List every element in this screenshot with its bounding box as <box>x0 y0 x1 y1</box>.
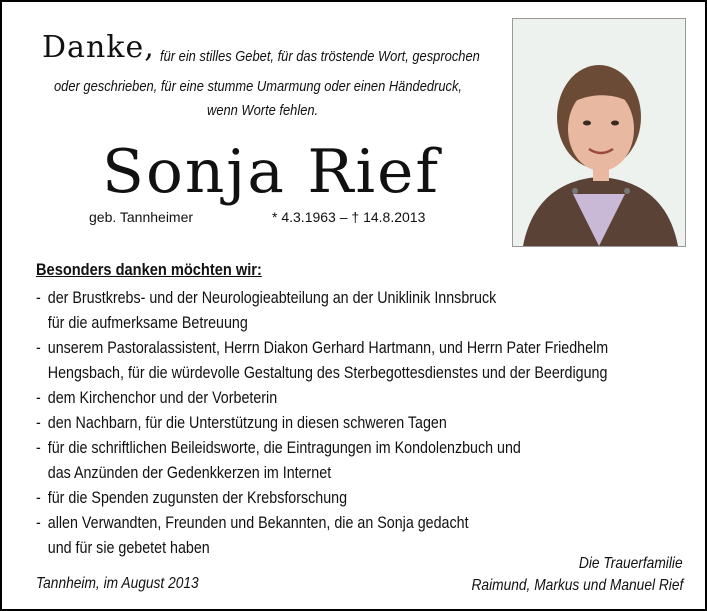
list-text: für die schriftlichen Beileidsworte, die Eintragungen im Kondolenzbuch und <box>47 438 521 457</box>
deceased-name: Sonja Rief <box>102 137 441 207</box>
list-text: das Anzünden der Gedenkkerzen im Internet <box>47 463 332 482</box>
list-dash: - <box>36 513 41 532</box>
list-dash: - <box>36 488 41 507</box>
list-text: unserem Pastoralassistent, Herrn Diakon Gerhard Hartmann, und Herrn Pater Friedhelm <box>47 338 609 357</box>
portrait-photo <box>512 18 686 247</box>
family-title: Die Trauerfamilie <box>579 555 683 572</box>
portrait-illustration <box>513 19 685 246</box>
thanks-heading: Besonders danken möchten wir: <box>36 260 262 279</box>
list-dash: - <box>36 413 41 432</box>
intro-line-1: für ein stilles Gebet, für das tröstende Wort, gesprochen <box>160 48 480 65</box>
thanks-word: Danke, <box>42 30 155 65</box>
list-item <box>36 338 608 358</box>
list-item <box>36 538 210 558</box>
family-names: Raimund, Markus und Manuel Rief <box>471 577 683 594</box>
list-text: der Brustkrebs- und der Neurologieabteilung an der Uniklinik Innsbruck <box>47 288 497 307</box>
intro-line-3: wenn Worte fehlen. <box>207 102 319 119</box>
list-item <box>36 438 521 458</box>
list-item <box>36 363 607 383</box>
list-text: Hengsbach, für die würdevolle Gestaltung des Sterbegottesdienstes und der Beerdigung <box>47 363 608 382</box>
list-text: für die Spenden zugunsten der Krebsforschung <box>47 488 348 507</box>
list-item <box>36 463 331 483</box>
intro-line-2: oder geschrieben, für eine stumme Umarmung oder einen Händedruck, <box>54 78 463 95</box>
list-item <box>36 313 248 333</box>
list-text: für die aufmerksame Betreuung <box>47 313 248 332</box>
list-item <box>36 288 496 308</box>
place-date: Tannheim, im August 2013 <box>36 575 199 592</box>
list-dash: - <box>36 288 41 307</box>
list-item <box>36 488 347 508</box>
list-text: allen Verwandten, Freunden und Bekannten, die an Sonja gedacht <box>47 513 469 532</box>
list-dash: - <box>36 338 41 357</box>
list-item <box>36 388 277 408</box>
list-dash: - <box>36 438 41 457</box>
list-text: den Nachbarn, für die Unterstützung in diesen schweren Tagen <box>47 413 447 432</box>
list-item <box>36 513 469 533</box>
list-text: und für sie gebetet haben <box>47 538 210 557</box>
list-item <box>36 413 447 433</box>
life-dates: * 4.3.1963 – † 14.8.2013 <box>272 209 426 225</box>
list-dash: - <box>36 388 41 407</box>
list-text: dem Kirchenchor und der Vorbeterin <box>47 388 278 407</box>
birth-name: geb. Tannheimer <box>89 209 194 225</box>
